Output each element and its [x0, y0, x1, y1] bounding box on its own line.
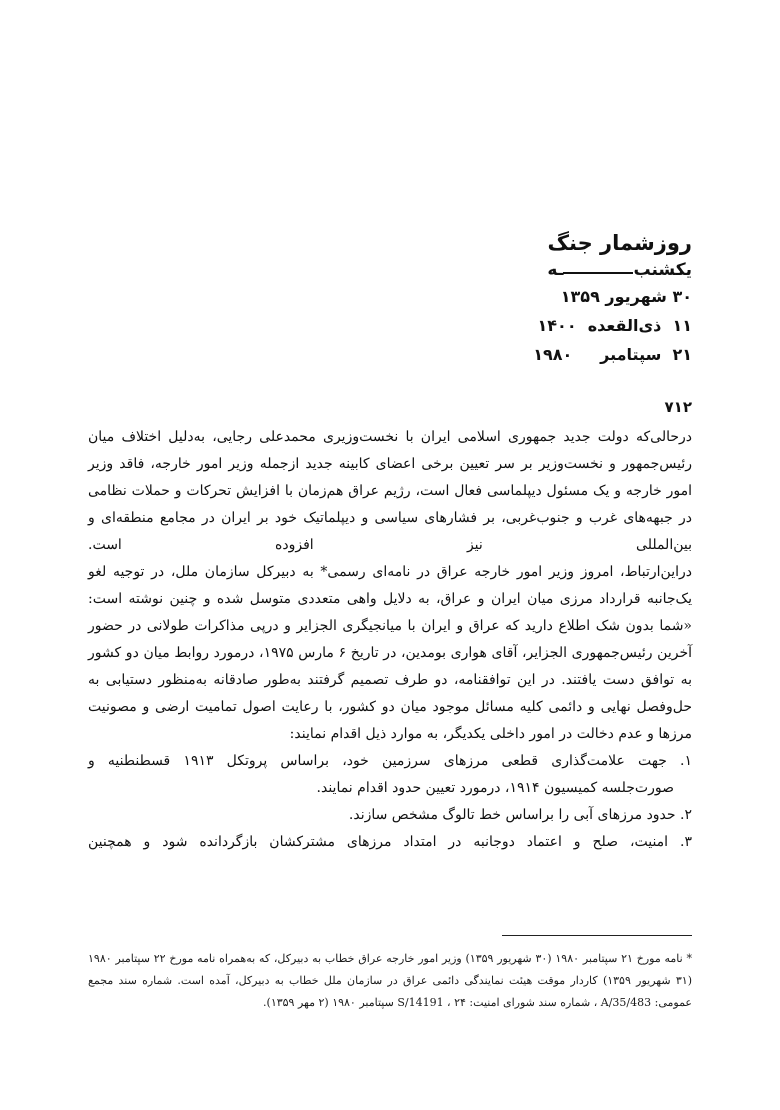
weekday-start: یکشنب	[633, 260, 692, 280]
weekday-end: ـه	[547, 260, 564, 280]
gregorian-date: ۲۱ سپتامبر ۱۹۸۰	[533, 345, 692, 364]
list-item-2: ۲. حدود مرزهای آبی را براساس خط تالوگ مشخص سازند.	[348, 807, 692, 823]
book-title: روزشمار جنگ	[547, 231, 692, 255]
footnote-divider	[502, 935, 692, 936]
weekday-heading	[392, 258, 692, 282]
lunar-date: ۱۱ ذی‌القعده ۱۴۰۰	[537, 316, 692, 335]
solar-date: ۳۰ شهریور ۱۳۵۹	[560, 287, 692, 306]
paragraph-1: درحالی‌که دولت جدید جمهوری اسلامی ایران با نخست‌وزیری محمدعلی رجایی، به‌دلیل اختلاف میان رئیس‌جمهور و نخست‌وزیر بر سر تعیین برخی اعضای کابینه جدید ازجمله وزیر امور خارجه، فاقد وزیر امور خارجه و یک مسئول دیپلماسی فعال است، رژیم عراق هم‌زمان با افزایش تحرکات و حملات نظامی در جبهه‌های غرب و جنوب‌غربی، بر فشارهای سیاسی و دیپلماتیک خود بر ایران در مجامع منطقه‌ای و بین‌المللی نیز افزوده است.	[88, 429, 692, 553]
footnote: * نامه مورخ ۲۱ سپتامبر ۱۹۸۰ (۳۰ شهریور ۱۳۵۹) وزیر امور خارجه عراق خطاب به دبیرکل، که به‌همراه نامه مورخ ۲۲ سپتامبر ۱۹۸۰ (۳۱ شهریور ۱۳۵۹) کاردار موقت هیئت نمایندگی دائمی عراق در سازمان ملل خطاب به دبیرکل، آمده است. شماره سند مجمع عمومی: A/35/483 ، شماره سند شورای امنیت: S/14191 ، ۲۴ سپتامبر ۱۹۸۰ (۲ مهر ۱۳۵۹).	[88, 952, 693, 1009]
list-item-1-line-1: ۱. جهت علامت‌گذاری قطعی مرزهای سرزمین خود، براساس پروتکل ۱۹۱۳ قسطنطنیه و	[88, 753, 692, 769]
paragraph-2: دراین‌ارتباط، امروز وزیر امور خارجه عراق در نامه‌ای رسمی* به دبیرکل سازمان ملل، در توجیه لغو یک‌جانبه قرارداد مرزی میان ایران و عراق، به دلایل واهی متعددی متوسل شده و چنین نوشته است: «شما بدون شک اطلاع دارید که عراق و ایران با میانجیگری الجزایر و درپی مذاکرات طولانی در حضور آخرین رئیس‌جمهوری الجزایر، آقای هواری بومدین، در تاریخ ۶ مارس ۱۹۷۵، درمورد روابط میان دو کشور به توافق دست یافتند. در این توافقنامه، دو طرف تصمیم گرفتند به‌طور صادقانه به‌منظور دستیابی به حل‌وفصل نهایی و دائمی کلیه مسائل موجود میان دو کشور، با رعایت اصول تمامیت ارضی و مصونیت مرزها و عدم دخالت در امور داخلی یکدیگر، به موارد ذیل اقدام نمایند:	[88, 564, 692, 742]
list-item-3: ۳. امنیت، صلح و اعتماد دوجانبه در امتداد مرزهای مشترکشان بازگردانده شود و همچنین	[88, 834, 692, 850]
chronicle-header	[392, 228, 692, 369]
weekday-kashida	[563, 272, 633, 274]
entry-body	[88, 424, 692, 856]
list-item-1-line-2: صورت‌جلسه کمیسیون ۱۹۱۴، درمورد تعیین حدود اقدام نمایند.	[316, 780, 674, 796]
list-item-1	[88, 748, 692, 802]
entry-number: ۷۱۲	[664, 398, 692, 416]
